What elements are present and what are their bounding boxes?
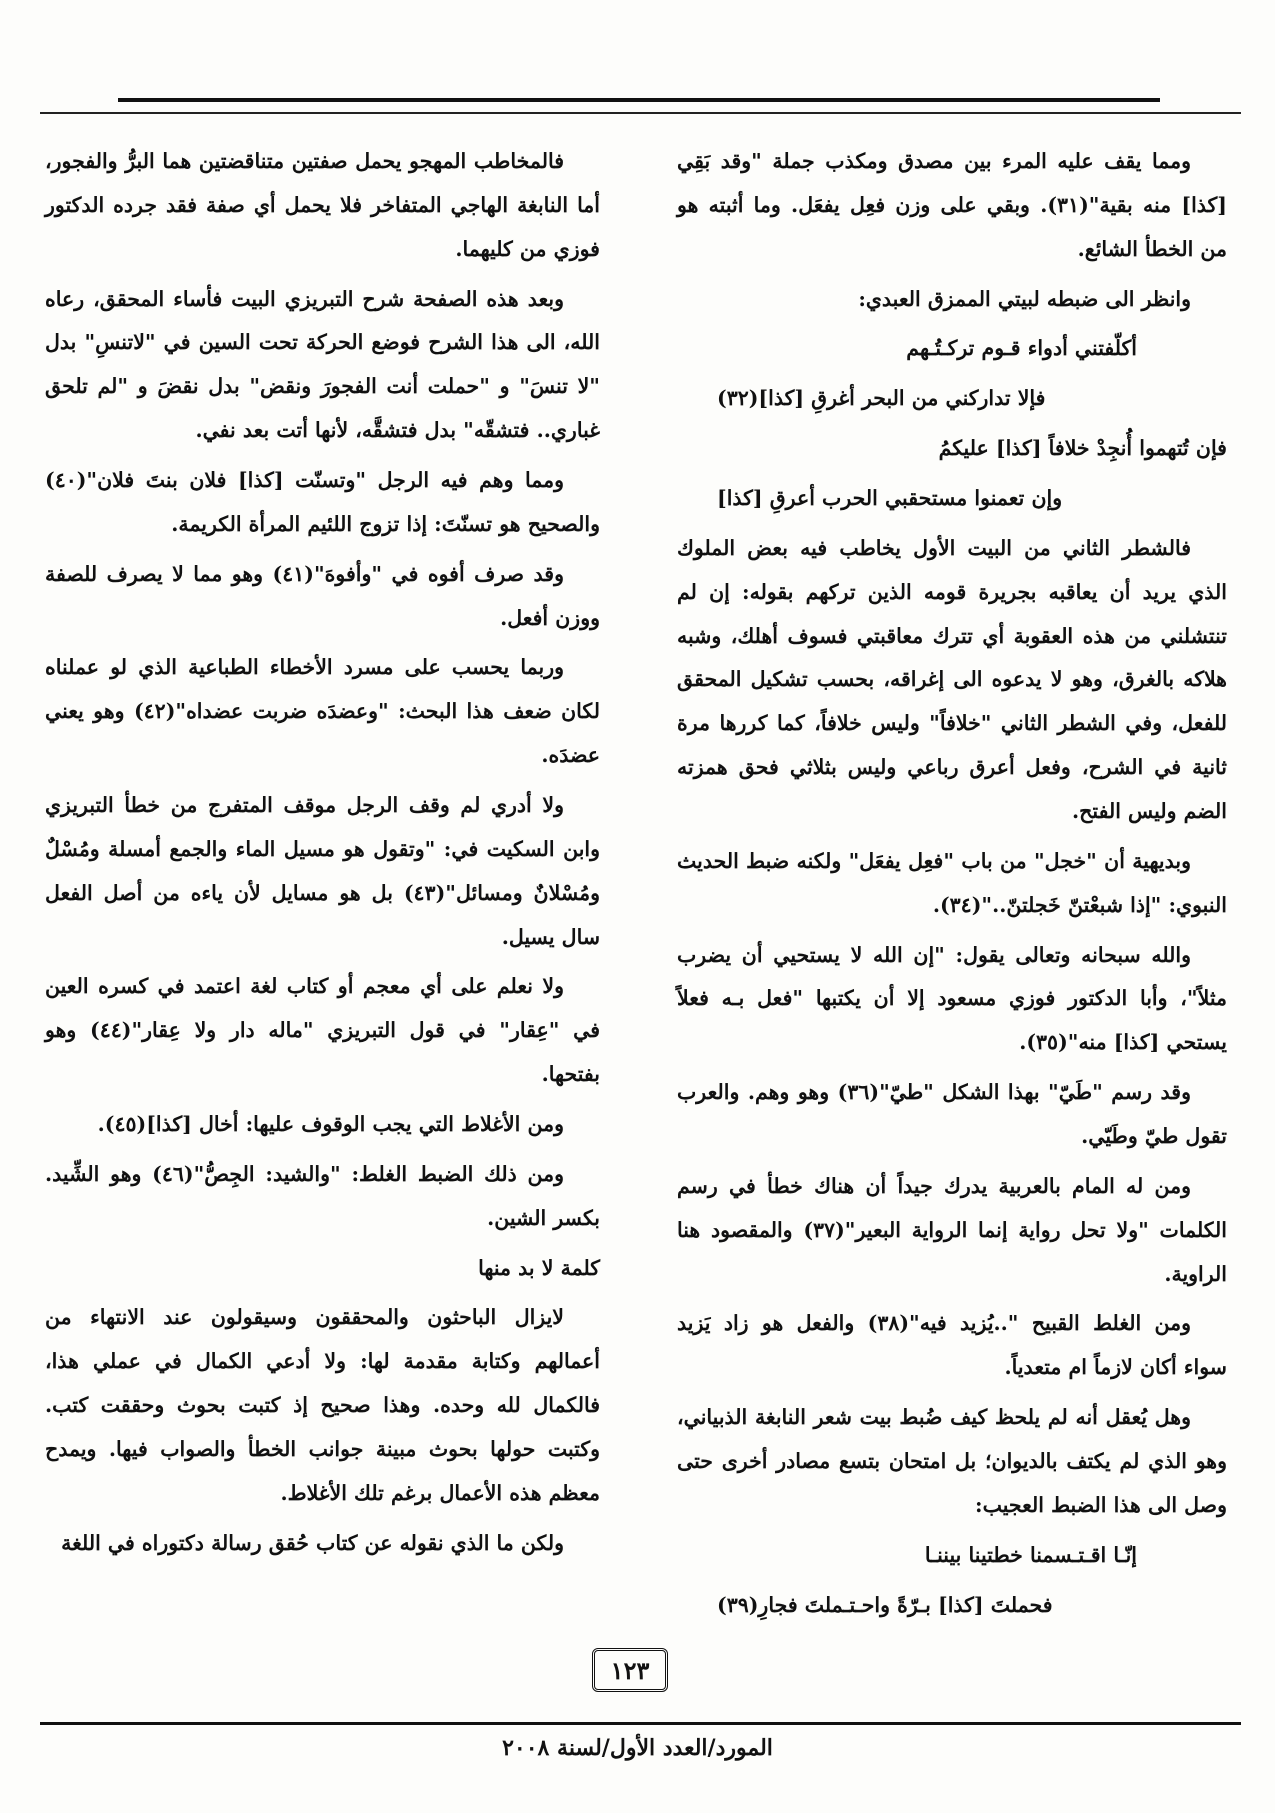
paragraph: وربما يحسب على مسرد الأخطاء الطباعية الذي لو عملناه لكان ضعف هذا البحث: "وعضدَه ضربت عضداه"(٤٢) وهو يعني عضدَه. bbox=[45, 655, 600, 768]
paragraph: فالمخاطب المهجو يحمل صفتين متناقضتين هما البرُّ والفجور، أما النابغة الهاجي المتفاخر فلا يحمل أي صفة فقد جرده الدكتور فوزي من كليهما. bbox=[45, 149, 600, 261]
paragraph: ولكن ما الذي نقوله عن كتاب حُقق رسالة دكتوراه في اللغة bbox=[61, 1530, 564, 1555]
paragraph: ومن الغلط القبيح "..يُزيد فيه"(٣٨) والفعل هو زاد يَزيد سواء أكان لازماً ام متعدياً. bbox=[677, 1311, 1227, 1380]
paragraph: ومما وهم فيه الرجل "وتسنّت [كذا] فلان بنتَ فلان"(٤٠) والصحيح هو تسنّتَ: إذا تزوج اللئيم المرأة الكريمة. bbox=[45, 468, 600, 536]
top-rule bbox=[118, 98, 1160, 102]
paragraph: وهل يُعقل أنه لم يلحظ كيف ضُبط بيت شعر النابغة الذبياني، وهو الذي لم يكتف بالديوان؛ بل امتحان بتسع مصادر أخرى حتى وصل الى هذا الضبط العجيب: bbox=[677, 1405, 1227, 1517]
paragraph: لايزال الباحثون والمحققون وسيقولون عند الانتهاء من أعمالهم وكتابة مقدمة لها: ولا أدعي الكمال في عملي هذا، فالكمال لله وحده. وهذا صحيح إذ كتبت بحوث وحققت كتب. وكتبت حولها بحوث مبينة جوانب الخطأ والصواب فيها. ويمدح معظم هذه الأعمال برغم تلك الأغلاط. bbox=[45, 1305, 600, 1505]
footer-journal: المورد/العدد الأول/لسنة ٢٠٠٨ bbox=[502, 1735, 773, 1761]
paragraph: ولا أدري لم وقف الرجل موقف المتفرج من خطأ التبريزي وابن السكيت في: "وتقول هو مسيل الماء والجمع أمسلة ومُسْلٌ ومُسْلانٌ ومسائل"(٤٣) بل هو مسايل لأن ياءه من أصل الفعل سال يسيل. bbox=[45, 793, 600, 949]
left-column bbox=[45, 140, 600, 1572]
paragraph: وبعد هذه الصفحة شرح التبريزي البيت فأساء المحقق، رعاه الله، الى هذا الشرح فوضع الحركة تحت السين في "لاتنسِ" بدل "لا تنسَ" و "حملت أنت الفجورَ ونقض" بدل نقضَ و "لم تلحق غباري.. فتشقّه" بدل فتشقَّه، لأنها أتت بعد نفي. bbox=[45, 286, 600, 443]
verse-line: فحملتَ [كذا] بـرّةً واحـتـملتَ فجارِ(٣٩) bbox=[717, 1592, 1053, 1617]
paragraph: وقد رسم "طَيّ" بهذا الشكل "طيّ"(٣٦) وهو وهم. والعرب تقول طيّ وطَيّي. bbox=[677, 1080, 1227, 1149]
paragraph: وانظر الى ضبطه لبيتي الممزق العبدي: bbox=[858, 286, 1191, 311]
top-rule-thin bbox=[40, 112, 1241, 114]
verse-line: وإن تعمنوا مستحقبي الحرب أعرقِ [كذا] bbox=[717, 486, 1063, 511]
right-column bbox=[677, 140, 1227, 1634]
paragraph: ولا نعلم على أي معجم أو كتاب لغة اعتمد في كسره العين في "عِقار" في قول التبريزي "ماله دار ولا عِقار"(٤٤) وهو بفتحها. bbox=[45, 974, 600, 1087]
paragraph: ومن له المام بالعربية يدرك جيداً أن هناك خطأ في رسم الكلمات "ولا تحل رواية إنما الرواية البعير"(٣٧) والمقصود هنا الراوية. bbox=[677, 1173, 1227, 1286]
verse-line: فإلا تداركني من البحر أغرقِ [كذا](٣٢) bbox=[717, 386, 1046, 411]
page-number: ١٢٣ bbox=[592, 1648, 668, 1692]
verse-line: إنّـا اقـتـسمنا خطتينا بيننـا bbox=[924, 1542, 1137, 1567]
paragraph: وبديهية أن "خجل" من باب "فعِل يفعَل" ولكنه ضبط الحديث النبوي: "إذا شبعْتنّ خَجلتنّ.."(٣٤). bbox=[677, 848, 1227, 917]
paragraph: والله سبحانه وتعالى يقول: "إن الله لا يستحيي أن يضرب مثلاً"، وأبا الدكتور فوزي مسعود إلا أن يكتبها "فعل بـه فعلاً يستحي [كذا] منه"(٣٥). bbox=[677, 942, 1227, 1055]
paragraph: فإن تُتهموا أُنجِدْ خلافاً [كذا] عليكمُ bbox=[938, 436, 1227, 461]
bottom-rule bbox=[40, 1722, 1241, 1725]
paragraph: ومن ذلك الضبط الغلط: "والشيد: الجِصُّ"(٤٦) وهو الشِّيد. بكسر الشين. bbox=[45, 1161, 600, 1230]
paragraph: ومما يقف عليه المرء بين مصدق ومكذب جملة "وقد بَقِي [كذا] منه بقية"(٣١). وبقي على وزن فعِل يفعَل. وما أثبته هو من الخطأ الشائع. bbox=[677, 149, 1227, 261]
paragraph: وقد صرف أفوه في "وأفوهَ"(٤١) وهو مما لا يصرف للصفة ووزن أفعل. bbox=[45, 561, 600, 630]
paragraph: ومن الأغلاط التي يجب الوقوف عليها: أخال [كذا](٤٥). bbox=[97, 1112, 564, 1137]
section-heading: كلمة لا بد منها bbox=[478, 1255, 600, 1280]
paragraph: فالشطر الثاني من البيت الأول يخاطب فيه بعض الملوك الذي يريد أن يعاقبه بجريرة قومه الذين تركهم بقوله: إن لم تنتشلني من هذه العقوبة أي تترك معاقبتي فسوف أهلك، وشبه هلاكه بالغرق، وهو لا يدعوه الى إغراقه، بحسب تشكيل المحقق للفعل، وفي الشطر الثاني "خلافاً" وليس خلافاً، كما كررها مرة ثانية في الشرح، وفعل أعرق رباعي وليس بثلاثي فحق همزته الضم وليس الفتح. bbox=[677, 535, 1227, 824]
verse-line: أكلّفتني أدواء قـوم تركـتُـهم bbox=[906, 336, 1137, 361]
